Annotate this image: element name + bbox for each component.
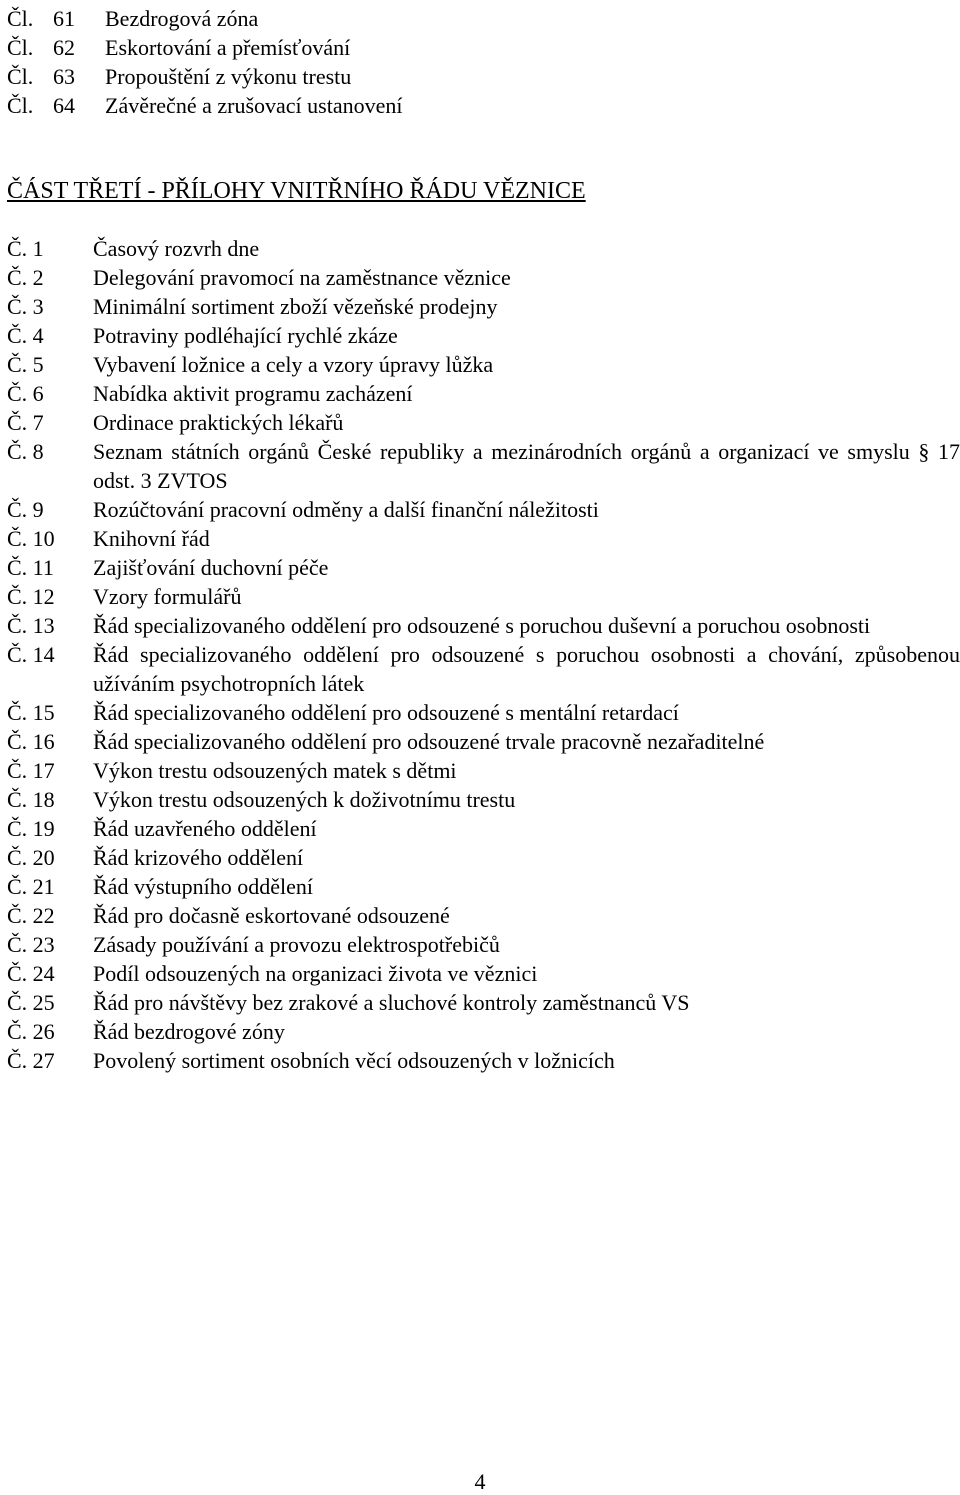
appendix-label: Č. 8	[7, 439, 44, 464]
appendix-item	[7, 379, 960, 408]
article-list	[7, 4, 607, 120]
appendix-item	[7, 843, 960, 872]
appendix-list	[7, 234, 960, 1075]
appendix-title: Řád bezdrogové zóny	[93, 1019, 285, 1044]
appendix-item	[7, 698, 960, 727]
article-title: Propouštění z výkonu trestu	[105, 64, 352, 89]
appendix-item	[7, 756, 960, 785]
appendix-title: Delegování pravomocí na zaměstnance věznice	[93, 265, 511, 290]
article-number: 64	[53, 93, 75, 118]
appendix-item	[7, 1017, 960, 1046]
appendix-label: Č. 17	[7, 758, 55, 783]
appendix-label: Č. 1	[7, 236, 44, 261]
appendix-title: Řád výstupního oddělení	[93, 874, 313, 899]
appendix-title: Povolený sortiment osobních věcí odsouzených v ložnicích	[93, 1048, 615, 1073]
appendix-item	[7, 321, 960, 350]
appendix-label: Č. 24	[7, 961, 55, 986]
appendix-label: Č. 14	[7, 642, 55, 667]
appendix-item	[7, 495, 960, 524]
appendix-label: Č. 18	[7, 787, 55, 812]
appendix-title: Rozúčtování pracovní odměny a další finanční náležitosti	[93, 497, 599, 522]
appendix-title: Řád specializovaného oddělení pro odsouzené trvale pracovně nezařaditelné	[93, 729, 765, 754]
article-number: 62	[53, 35, 75, 60]
appendix-label: Č. 15	[7, 700, 55, 725]
appendix-title: Řád specializovaného oddělení pro odsouzené s poruchou duševní a poruchou osobnosti	[93, 613, 871, 638]
appendix-item	[7, 872, 960, 901]
appendix-title: Výkon trestu odsouzených k doživotnímu trestu	[93, 787, 516, 812]
section-heading: ČÁST TŘETÍ - PŘÍLOHY VNITŘNÍHO ŘÁDU VĚZNICE	[7, 178, 586, 204]
article-number: 63	[53, 64, 75, 89]
article-item	[7, 91, 607, 120]
appendix-item	[7, 350, 960, 379]
appendix-title: Potraviny podléhající rychlé zkáze	[93, 323, 398, 348]
article-number: 61	[53, 6, 75, 31]
appendix-title: Zajišťování duchovní péče	[93, 555, 329, 580]
appendix-item	[7, 524, 960, 553]
appendix-title: Vybavení ložnice a cely a vzory úpravy lůžka	[93, 352, 494, 377]
appendix-item	[7, 408, 960, 437]
appendix-label: Č. 22	[7, 903, 55, 928]
article-prefix: Čl.	[7, 35, 34, 60]
appendix-label: Č. 20	[7, 845, 55, 870]
appendix-item	[7, 582, 960, 611]
appendix-label: Č. 21	[7, 874, 55, 899]
appendix-title: Řád pro návštěvy bez zrakové a sluchové kontroly zaměstnanců VS	[93, 990, 690, 1015]
appendix-item	[7, 988, 960, 1017]
appendix-label: Č. 10	[7, 526, 55, 551]
appendix-item	[7, 1046, 960, 1075]
appendix-label: Č. 5	[7, 352, 44, 377]
appendix-item	[7, 785, 960, 814]
appendix-title: Minimální sortiment zboží vězeňské prodejny	[93, 294, 498, 319]
appendix-title: Zásady používání a provozu elektrospotřebičů	[93, 932, 500, 957]
appendix-title: Časový rozvrh dne	[93, 236, 260, 261]
appendix-item	[7, 437, 960, 495]
appendix-label: Č. 2	[7, 265, 44, 290]
appendix-title: Nabídka aktivit programu zacházení	[93, 381, 413, 406]
appendix-label: Č. 9	[7, 497, 44, 522]
article-item	[7, 33, 607, 62]
appendix-label: Č. 3	[7, 294, 44, 319]
article-title: Eskortování a přemísťování	[105, 35, 351, 60]
appendix-title: Řád pro dočasně eskortované odsouzené	[93, 903, 450, 928]
appendix-item	[7, 234, 960, 263]
appendix-item	[7, 553, 960, 582]
appendix-label: Č. 7	[7, 410, 44, 435]
appendix-label: Č. 19	[7, 816, 55, 841]
appendix-item	[7, 292, 960, 321]
appendix-title: Vzory formulářů	[93, 584, 242, 609]
appendix-item	[7, 814, 960, 843]
article-prefix: Čl.	[7, 6, 34, 31]
appendix-item	[7, 727, 960, 756]
appendix-label: Č. 6	[7, 381, 44, 406]
appendix-title: Seznam státních orgánů České republiky a mezinárodních orgánů a organizací ve smyslu § 17 odst. 3 ZVTOS	[93, 439, 960, 493]
page-number: 4	[474, 1469, 486, 1494]
appendix-label: Č. 27	[7, 1048, 55, 1073]
appendix-label: Č. 25	[7, 990, 55, 1015]
appendix-title: Řád specializovaného oddělení pro odsouzené s mentální retardací	[93, 700, 679, 725]
appendix-item	[7, 611, 960, 640]
article-title: Závěrečné a zrušovací ustanovení	[105, 93, 403, 118]
appendix-title: Knihovní řád	[93, 526, 210, 551]
appendix-title: Výkon trestu odsouzených matek s dětmi	[93, 758, 457, 783]
appendix-item	[7, 263, 960, 292]
article-prefix: Čl.	[7, 93, 34, 118]
appendix-title: Řád specializovaného oddělení pro odsouzené s poruchou osobnosti a chování, způsobenou užíváním psychotropních látek	[93, 642, 960, 696]
appendix-label: Č. 11	[7, 555, 54, 580]
article-item	[7, 62, 607, 91]
appendix-item	[7, 959, 960, 988]
appendix-label: Č. 13	[7, 613, 55, 638]
appendix-label: Č. 4	[7, 323, 44, 348]
article-title: Bezdrogová zóna	[105, 6, 259, 31]
article-prefix: Čl.	[7, 64, 34, 89]
article-item	[7, 4, 607, 33]
appendix-label: Č. 12	[7, 584, 55, 609]
appendix-title: Řád uzavřeného oddělení	[93, 816, 317, 841]
appendix-title: Podíl odsouzených na organizaci života ve věznici	[93, 961, 538, 986]
appendix-label: Č. 26	[7, 1019, 55, 1044]
appendix-item	[7, 930, 960, 959]
appendix-title: Ordinace praktických lékařů	[93, 410, 344, 435]
appendix-label: Č. 16	[7, 729, 55, 754]
appendix-item	[7, 640, 960, 698]
appendix-title: Řád krizového oddělení	[93, 845, 304, 870]
appendix-item	[7, 901, 960, 930]
appendix-label: Č. 23	[7, 932, 55, 957]
